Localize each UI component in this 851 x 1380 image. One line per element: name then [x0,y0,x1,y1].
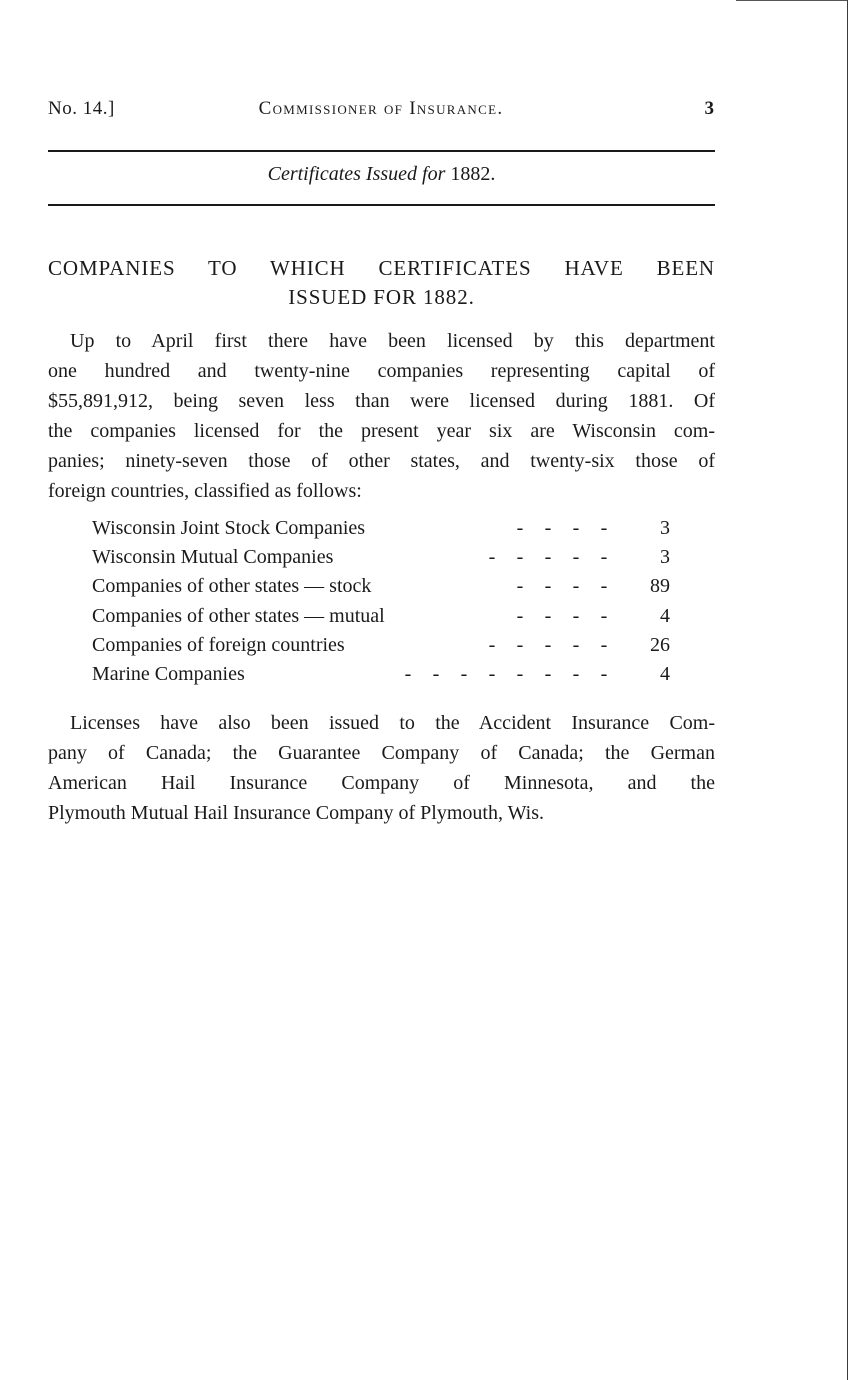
leader-dash: - [572,575,580,598]
paragraph-line: the companies licensed for the present year six are Wisconsin com- [48,420,715,442]
page-number: 3 [704,98,714,119]
leader-dashes [478,546,618,569]
paragraph-line: panies; ninety-seven those of other states, and twenty-six those of [48,450,715,472]
leader-dash: - [572,633,580,656]
running-head [48,98,714,124]
leader-dash: - [544,575,552,598]
classification-count: 89 [650,575,670,598]
classification-label: Companies of foreign countries [92,633,345,656]
classification-count: 3 [660,546,670,569]
running-head-title: Commissioner of Insurance. [258,98,504,119]
leader-dash: - [544,517,552,539]
paragraph-line: foreign countries, classified as follows: [48,480,362,502]
leader-dash: - [516,546,524,569]
leader-dash: - [600,604,608,627]
classification-count: 26 [650,633,670,656]
paragraph-line: Up to April first there have been licensed by this department [70,330,715,352]
licenses-paragraph [48,708,715,828]
leader-dash: - [516,633,524,656]
classification-row [92,605,670,634]
leader-dashes [506,575,618,598]
leader-dash: - [544,546,552,569]
classification-label: Wisconsin Joint Stock Companies [92,517,366,539]
classification-label: Companies of other states — mutual [92,604,385,627]
leader-dash: - [488,662,496,685]
subheading-italic: Certificates Issued for [267,163,446,185]
leader-dashes [394,663,618,686]
classification-count: 4 [660,662,670,685]
leader-dash: - [516,662,524,685]
page-top-edge [736,0,848,1]
leader-dash: - [516,575,524,598]
leader-dash: - [600,662,608,685]
leader-dash: - [572,546,580,569]
leader-dashes [478,634,618,657]
paragraph-line: Plymouth Mutual Hail Insurance Company of Plymouth, Wis. [48,802,545,824]
leader-dash: - [460,662,468,685]
section-title-line: ISSUED FOR 1882. [288,285,475,309]
top-rule [48,150,715,152]
classification-list [92,517,670,692]
bottom-rule [48,204,715,206]
leader-dash: - [572,662,580,685]
leader-dash: - [516,604,524,627]
section-title [48,254,715,312]
classification-label: Companies of other states — stock [92,575,372,598]
leader-dash: - [572,604,580,627]
leader-dash: - [544,633,552,656]
paragraph-line: one hundred and twenty-nine companies representing capital of [48,360,715,382]
leader-dashes [506,517,618,540]
leader-dash: - [488,546,496,569]
classification-row [92,517,670,546]
leader-dash: - [516,517,524,539]
leader-dash: - [488,633,496,656]
classification-row [92,546,670,575]
leader-dash: - [572,517,580,539]
leader-dash: - [600,546,608,569]
paragraph-line: Licenses have also been issued to the Accident Insurance Com- [70,712,715,734]
leader-dashes [506,605,618,628]
classification-row [92,575,670,604]
paragraph-line: American Hail Insurance Company of Minnesota, and the [48,772,715,794]
subheading-year: 1882. [450,163,496,185]
subheading [48,163,715,186]
leader-dash: - [544,662,552,685]
section-title-line: COMPANIES TO WHICH CERTIFICATES HAVE BEEN [48,256,715,280]
leader-dash: - [600,517,608,539]
classification-count: 4 [660,604,670,627]
leader-dash: - [600,633,608,656]
paragraph-line: pany of Canada; the Guarantee Company of Canada; the German [48,742,715,764]
classification-row [92,663,670,692]
classification-label: Wisconsin Mutual Companies [92,546,334,569]
leader-dash: - [544,604,552,627]
page-right-edge [847,0,848,1380]
intro-paragraph [48,326,715,506]
document-number: No. 14.] [48,98,115,119]
paragraph-line: $55,891,912, being seven less than were licensed during 1881. Of [48,390,715,412]
leader-dash: - [432,662,440,685]
leader-dash: - [600,575,608,598]
classification-row [92,634,670,663]
leader-dash: - [404,662,412,685]
classification-count: 3 [660,517,670,539]
classification-label: Marine Companies [92,662,245,685]
